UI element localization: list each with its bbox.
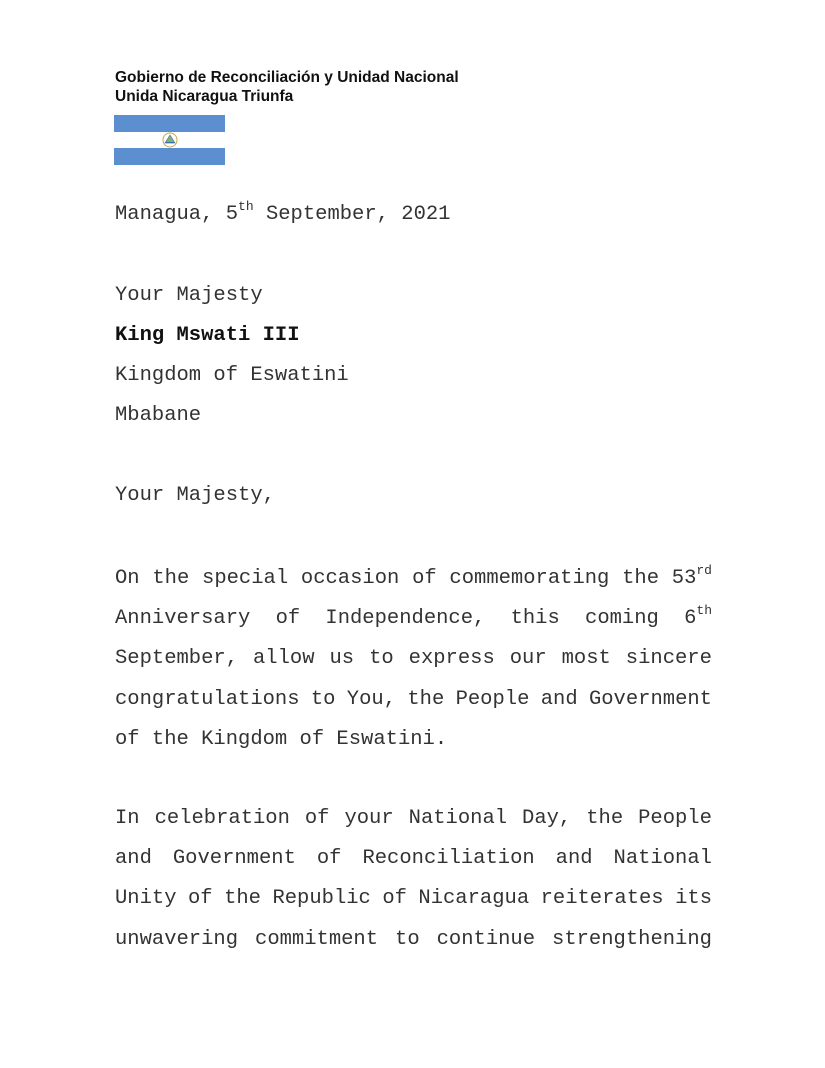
word: People <box>638 807 712 830</box>
letterhead-government-name: Gobierno de Reconciliación y Unidad Nacional <box>115 69 459 86</box>
word: us <box>329 647 355 671</box>
word: to <box>310 687 336 711</box>
flag-bottom-stripe <box>114 148 225 165</box>
word: On <box>115 567 140 590</box>
word: and <box>115 847 152 871</box>
word: continue <box>436 927 536 951</box>
word: its <box>675 887 712 911</box>
word: strengthening <box>552 927 712 951</box>
word: Independence, <box>325 607 486 631</box>
word: National <box>408 807 508 830</box>
word: express <box>408 647 495 671</box>
word: commitment <box>255 927 379 951</box>
word: occasion <box>300 567 400 590</box>
paragraph-1-line-2 <box>115 599 712 639</box>
letter-greeting: Your Majesty, <box>115 484 275 507</box>
word: sincere <box>625 647 712 671</box>
word: most <box>561 647 611 671</box>
flag-top-stripe <box>114 115 225 132</box>
word: the <box>152 567 190 590</box>
day-ordinal: th <box>696 603 712 619</box>
word: Anniversary <box>115 607 251 631</box>
day-number <box>684 599 712 639</box>
paragraph-2-line-1 <box>115 799 712 839</box>
word: of <box>382 887 407 911</box>
word: special <box>202 567 289 590</box>
word: and <box>540 687 578 711</box>
word: Government <box>588 687 712 711</box>
word: unwavering <box>115 927 239 951</box>
word: to <box>369 647 394 671</box>
word: National <box>613 847 712 871</box>
recipient-salutation: Your Majesty <box>115 284 263 307</box>
word: your <box>344 807 394 830</box>
anniversary-number-value: 53 <box>671 567 697 590</box>
word: congratulations <box>115 687 300 711</box>
word: the <box>224 887 261 911</box>
paragraph-2-line-3 <box>115 879 712 919</box>
paragraph-1-line-4 <box>115 680 712 720</box>
word: of <box>275 607 301 631</box>
paragraph-2-line-4 <box>115 920 712 960</box>
word: the <box>586 807 624 830</box>
recipient-kingdom: Kingdom of Eswatini <box>115 364 349 387</box>
flag-middle-stripe <box>114 132 225 149</box>
word: of <box>187 887 213 911</box>
word: commemorating <box>449 567 610 590</box>
word: Day, <box>522 807 572 830</box>
date-day: Managua, 5 <box>115 203 239 226</box>
word: reiterates <box>540 887 664 911</box>
paragraph-1-line-3 <box>115 639 712 679</box>
paragraph-1 <box>115 559 712 760</box>
word: of <box>304 807 330 830</box>
word: the <box>407 687 445 711</box>
word: of <box>316 847 342 871</box>
day-number-value: 6 <box>684 607 697 631</box>
word: to <box>395 927 420 951</box>
word: the <box>622 567 660 590</box>
word: In <box>115 807 140 830</box>
word: You, <box>346 687 397 711</box>
letter-date <box>115 199 451 226</box>
letterhead <box>115 68 459 106</box>
anniversary-ordinal: rd <box>696 563 712 578</box>
word: and <box>555 847 593 871</box>
paragraph-1-line-5: of the Kingdom of Eswatini. <box>115 727 448 751</box>
anniversary-number <box>672 559 712 599</box>
recipient-city: Mbabane <box>115 404 202 427</box>
word: of <box>412 567 437 590</box>
word: allow <box>253 647 315 671</box>
word: our <box>509 647 547 671</box>
paragraph-2-line-2 <box>115 839 712 879</box>
coat-of-arms-icon <box>162 132 178 148</box>
nicaragua-flag <box>114 115 225 165</box>
letterhead-slogan: Unida Nicaragua Triunfa <box>115 88 294 105</box>
date-month-year: September, 2021 <box>253 203 451 226</box>
word: this <box>510 607 560 631</box>
word: Reconciliation <box>362 847 535 871</box>
word: Unity <box>115 887 177 911</box>
word: celebration <box>154 807 290 830</box>
paragraph-2 <box>115 799 712 960</box>
word: coming <box>585 607 659 631</box>
word: Government <box>172 847 296 871</box>
word: People <box>455 687 530 711</box>
date-ordinal: th <box>238 199 254 214</box>
paragraph-1-line-1 <box>115 559 712 599</box>
word: September, <box>115 647 239 671</box>
recipient-name: King Mswati III <box>115 324 300 347</box>
word: Republic <box>272 887 371 911</box>
word: Nicaragua <box>418 887 530 911</box>
